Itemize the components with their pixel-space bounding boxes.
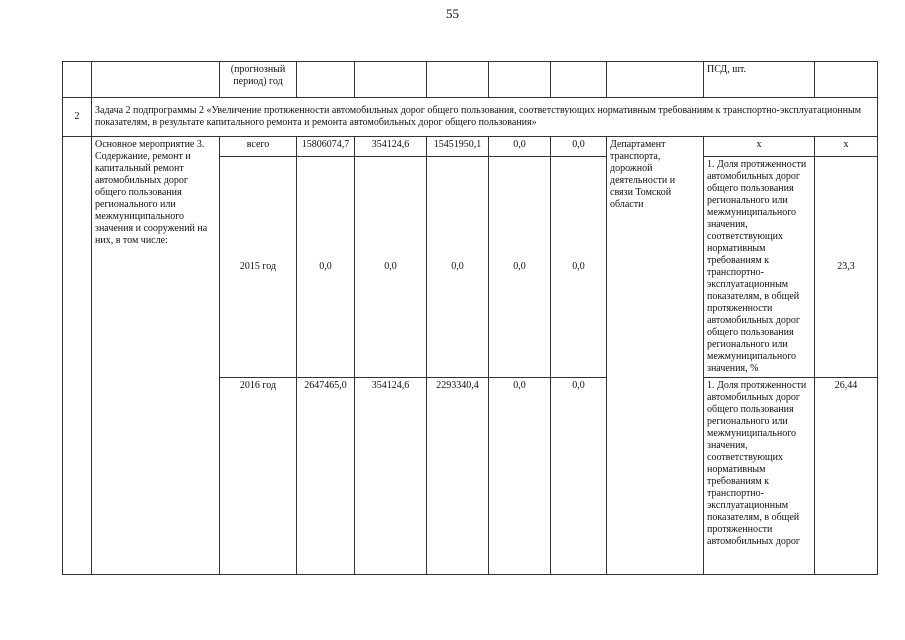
empty-cell <box>63 62 92 98</box>
value-cell: 0,0 <box>551 157 607 378</box>
indicator-text: 1. Доля протяженности автомобильных дорог общего пользования регионального или межмуниципального значения, соответствующих нормативным требованиям к транспортно-эксплуатационным показателям, в общей протяженности автомобильных дорог <box>707 380 807 547</box>
value-cell: 15806074,7 <box>297 137 355 157</box>
executor-cell: Департамент транспорта, дорожной деятельности и связи Томской области <box>607 137 704 575</box>
measure-name: Основное мероприятие 3. Содержание, ремонт и капитальный ремонт автомобильных дорог общего пользования регионального или межмуниципального значения и сооружений на них, в том числе: <box>92 137 220 575</box>
value-cell: 0,0 <box>427 157 489 378</box>
empty-cell <box>297 62 355 98</box>
indicator-unit: ПСД, шт. <box>704 62 815 98</box>
empty-cell <box>355 62 427 98</box>
value-cell: 354124,6 <box>355 137 427 157</box>
value-cell: 0,0 <box>489 378 551 575</box>
task-text: Задача 2 подпрограммы 2 «Увеличение протяженности автомобильных дорог общего пользования, соответствующих нормативным требованиям к транспортно-эксплуатационным показателям, в результате капитального ремонта и ремонта автомобильных дорог общего пользования» <box>92 98 878 137</box>
value-cell: 15451950,1 <box>427 137 489 157</box>
value-cell: 0,0 <box>551 137 607 157</box>
empty-cell <box>427 62 489 98</box>
value-cell: 0,0 <box>551 378 607 575</box>
empty-cell <box>489 62 551 98</box>
task-row <box>63 98 878 137</box>
header-row <box>63 62 878 98</box>
period-cell: всего <box>220 137 297 157</box>
empty-cell <box>63 137 92 575</box>
value-cell: 0,0 <box>489 157 551 378</box>
indicator-value: 23,3 <box>815 157 878 378</box>
indicator-value: х <box>815 137 878 157</box>
value-cell: 354124,6 <box>355 378 427 575</box>
period-header: (прогнозный период) год <box>220 62 297 98</box>
value-cell: 0,0 <box>489 137 551 157</box>
period-cell: 2016 год <box>220 378 297 575</box>
value-cell: 0,0 <box>297 157 355 378</box>
empty-cell <box>607 62 704 98</box>
indicator-value: 26,44 <box>815 378 878 575</box>
program-table <box>62 61 878 575</box>
page-number: 55 <box>446 6 459 21</box>
period-cell: 2015 год <box>220 157 297 378</box>
value-cell: 0,0 <box>355 157 427 378</box>
value-cell: 2647465,0 <box>297 378 355 575</box>
empty-cell <box>815 62 878 98</box>
indicator-cell <box>704 378 815 575</box>
measure-row-total <box>63 137 878 157</box>
indicator-cell: х <box>704 137 815 157</box>
indicator-cell: 1. Доля протяженности автомобильных дорог общего пользования регионального или межмуниципального значения, соответствующих нормативным требованиям к транспортно-эксплуатационным показателям, в общей протяженности автомобильных дорог общего пользования регионального или межмуниципального значения, % <box>704 157 815 378</box>
empty-cell <box>92 62 220 98</box>
task-number: 2 <box>63 98 92 137</box>
empty-cell <box>551 62 607 98</box>
value-cell: 2293340,4 <box>427 378 489 575</box>
